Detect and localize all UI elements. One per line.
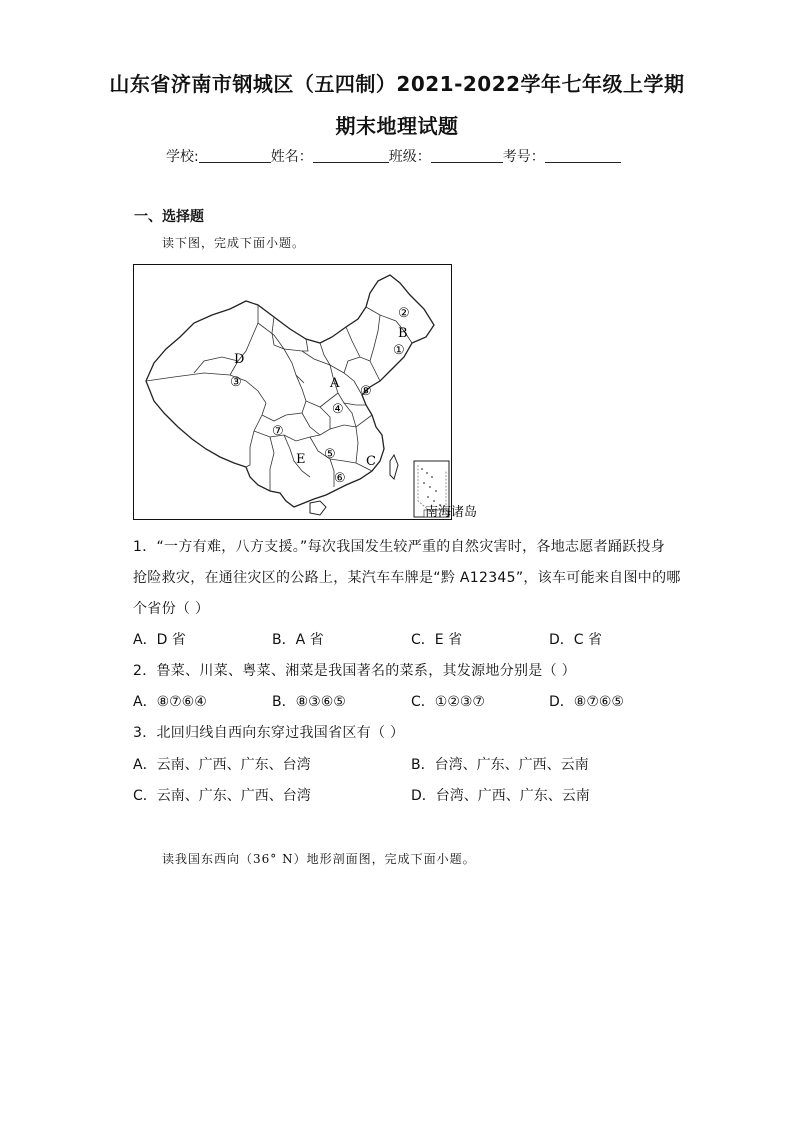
map-label-B: B [398,326,408,341]
q3-option-c[interactable]: C．云南、广东、广西、台湾 [133,788,311,804]
map-label-1: ① [393,343,405,358]
q3-option-a[interactable]: A．云南、广西、广东、台湾 [133,757,311,773]
inset-label: 南海诸岛 [425,505,478,520]
question-2-line1: 2．鲁菜、川菜、粤菜、湘菜是我国著名的菜系，其发源地分别是（ ） [133,663,576,679]
intro-text-1: 读下图，完成下面小题。 [162,236,306,250]
map-label-3: ③ [230,375,242,390]
map-label-8: ⑧ [360,384,372,399]
map-label-7: ⑦ [272,424,284,439]
school-label: 学校: [166,149,199,165]
q1-option-b[interactable]: B．A 省 [272,632,324,648]
map-label-E: E [296,452,306,467]
section-title: 一、选择题 [134,209,204,225]
name-label: 姓名： [270,149,313,165]
student-info-line [166,146,621,166]
taiwan-island [390,455,398,479]
school-blank[interactable] [199,148,271,163]
q2-option-a[interactable]: A．⑧⑦⑥④ [133,694,207,710]
map-label-2: ② [398,306,410,321]
page-title-line2: 期末地理试题 [335,114,459,138]
question-1-line1: 1．“一方有难，八方支援。”每次我国发生较严重的自然灾害时，各地志愿者踊跃投身 [133,539,666,555]
name-blank[interactable] [313,148,389,163]
map-label-4: ④ [332,402,344,417]
map-label-D: D [234,352,245,367]
page-title-line1: 山东省济南市钢城区（五四制）2021-2022学年七年级上学期 [109,72,685,96]
q1-option-c[interactable]: C．E 省 [411,632,463,648]
q3-option-b[interactable]: B．台湾、广东、广西、云南 [411,757,589,773]
q1-option-a[interactable]: A．D 省 [133,632,186,648]
map-label-C: C [366,454,376,469]
map-label-5: ⑤ [324,447,336,462]
q2-option-d[interactable]: D．⑧⑦⑥⑤ [549,694,624,710]
china-outline [146,275,434,507]
class-blank[interactable] [431,148,503,163]
exam-no-blank[interactable] [545,148,621,163]
exam-no-label: 考号： [502,149,545,165]
hainan-island [310,501,326,515]
question-1-line3: 个省份（ ） [133,601,210,617]
china-province-map [133,264,478,520]
q3-option-d[interactable]: D．台湾、广西、广东、云南 [411,788,590,804]
q1-option-d[interactable]: D．C 省 [549,632,603,648]
map-label-6: ⑥ [334,471,346,486]
intro-text-2: 读我国东西向（36° N）地形剖面图，完成下面小题。 [162,852,476,866]
q2-option-c[interactable]: C．①②③⑦ [411,694,485,710]
q2-option-b[interactable]: B．⑧③⑥⑤ [272,694,346,710]
map-label-A: A [330,376,340,391]
question-3-line1: 3．北回归线自西向东穿过我国省区有（ ） [133,725,405,741]
class-label: 班级： [388,149,431,165]
question-1-line2: 抢险救灾，在通往灾区的公路上，某汽车车牌是“黔 A12345”，该车可能来自图中的哪 [133,570,681,586]
